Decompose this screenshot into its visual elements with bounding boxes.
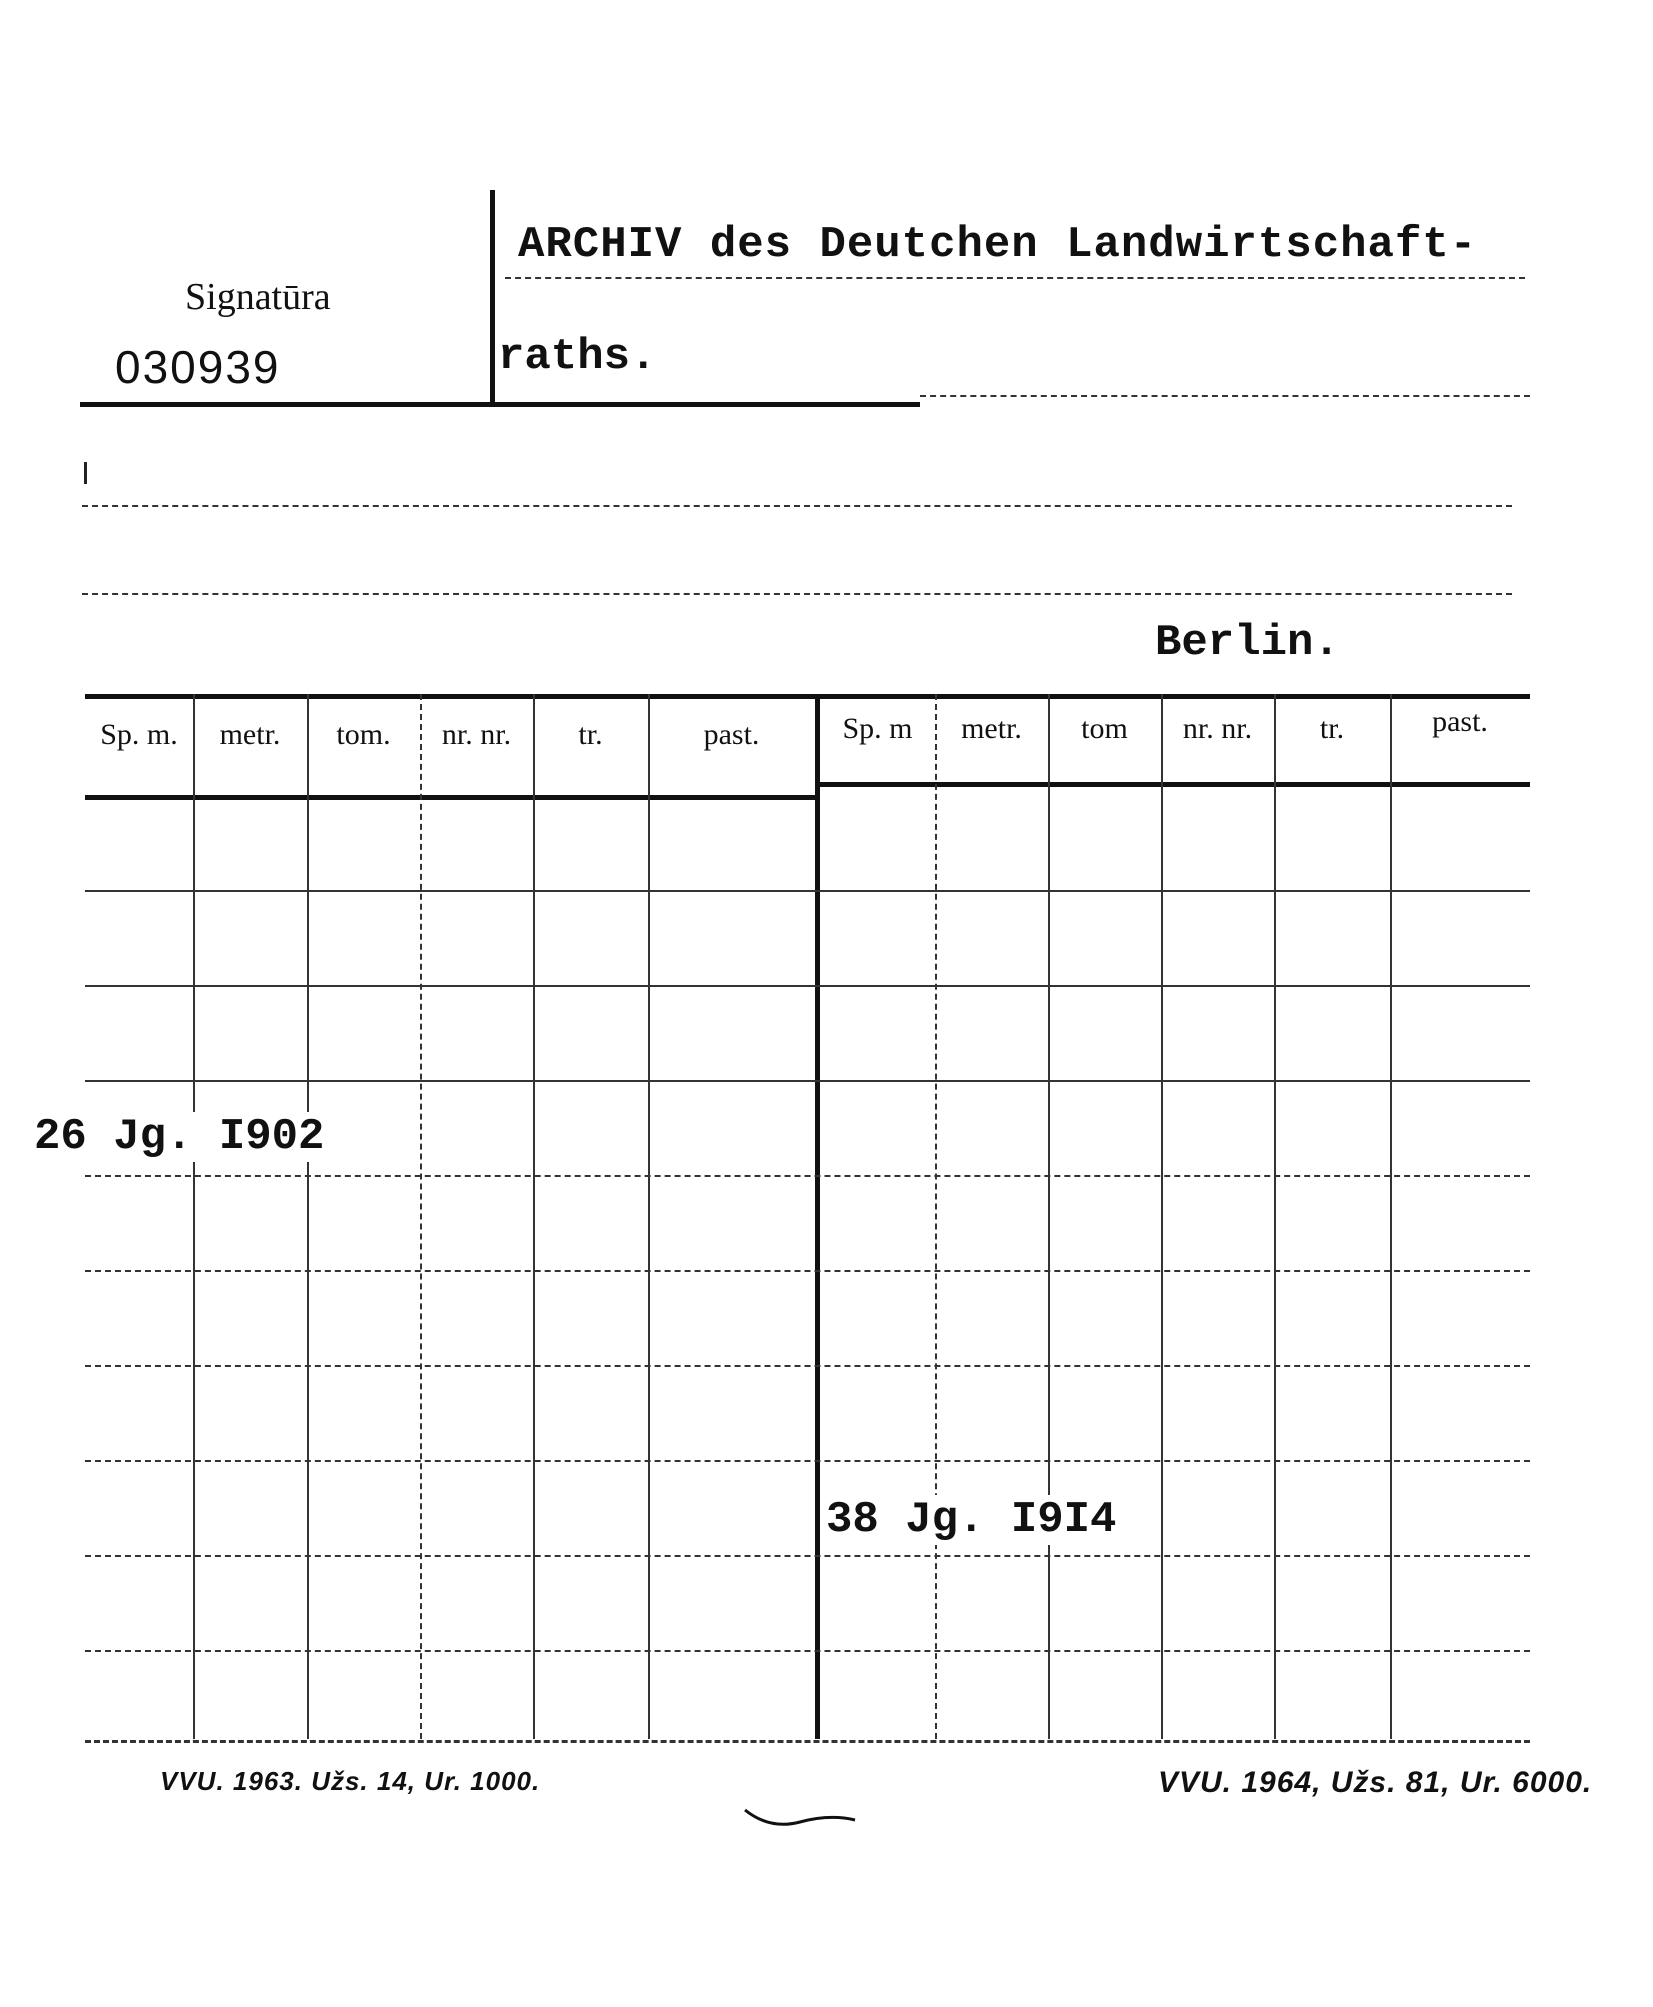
col-sep <box>1048 694 1050 1739</box>
row-rule <box>85 1080 1530 1082</box>
row-rule <box>85 890 1530 892</box>
table-bottom-rule <box>85 1740 1530 1743</box>
col-header-left: tom. <box>336 718 391 751</box>
title-underline <box>505 277 1525 279</box>
footer-note-left: VVU. 1963. Užs. 14, Ur. 1000. <box>160 1766 541 1796</box>
header-rule <box>80 402 920 407</box>
place-name: Berlin. <box>1155 618 1340 668</box>
col-sep <box>193 694 195 1739</box>
table-header-rule-right <box>820 782 1530 787</box>
col-sep <box>935 694 937 1739</box>
entry-1902: 26 Jg. I902 <box>30 1112 328 1162</box>
col-sep <box>1161 694 1163 1739</box>
row-rule <box>85 1175 1530 1177</box>
col-header-right: metr. <box>961 712 1022 745</box>
row-rule <box>85 1650 1530 1652</box>
archive-title-line1: ARCHIV des Deutchen Landwirtschaft- <box>518 220 1478 270</box>
table-top-rule <box>85 694 1530 699</box>
col-sep <box>420 694 422 1739</box>
col-sep <box>1390 694 1392 1739</box>
col-header-left: metr. <box>219 718 281 751</box>
table-center-divider <box>815 694 820 1739</box>
signature-label: Signatūra <box>185 276 331 318</box>
col-header-right: tr. <box>1319 712 1345 745</box>
col-header-right: Sp. m <box>842 712 913 745</box>
col-header-right: nr. nr. <box>1182 712 1253 745</box>
signature-number: 030939 <box>115 341 281 393</box>
brace-mark <box>740 1800 860 1840</box>
blank-line-2 <box>82 593 1512 595</box>
archive-title-line2: raths. <box>498 332 657 382</box>
col-sep <box>533 694 535 1739</box>
footer-note-right: VVU. 1964, Užs. 81, Ur. 6000. <box>1158 1766 1593 1799</box>
col-header-left: nr. nr. <box>441 718 512 751</box>
entry-1914: 38 Jg. I9I4 <box>822 1495 1120 1545</box>
col-sep <box>648 694 650 1739</box>
blank-line-1 <box>82 505 1512 507</box>
tick-mark <box>84 462 87 484</box>
col-header-right: tom <box>1081 712 1128 745</box>
header-rule-dotted <box>920 395 1530 397</box>
row-rule <box>85 1555 1530 1557</box>
row-rule <box>85 1460 1530 1462</box>
row-rule <box>85 1365 1530 1367</box>
col-header-left: tr. <box>578 718 603 751</box>
col-sep <box>307 694 309 1739</box>
row-rule <box>85 985 1530 987</box>
header-divider <box>490 190 495 405</box>
col-header-left: past. <box>703 718 760 751</box>
col-header-right: past. <box>1432 705 1488 738</box>
row-rule <box>85 1270 1530 1272</box>
col-sep <box>1274 694 1276 1739</box>
col-header-left: Sp. m. <box>100 718 178 751</box>
